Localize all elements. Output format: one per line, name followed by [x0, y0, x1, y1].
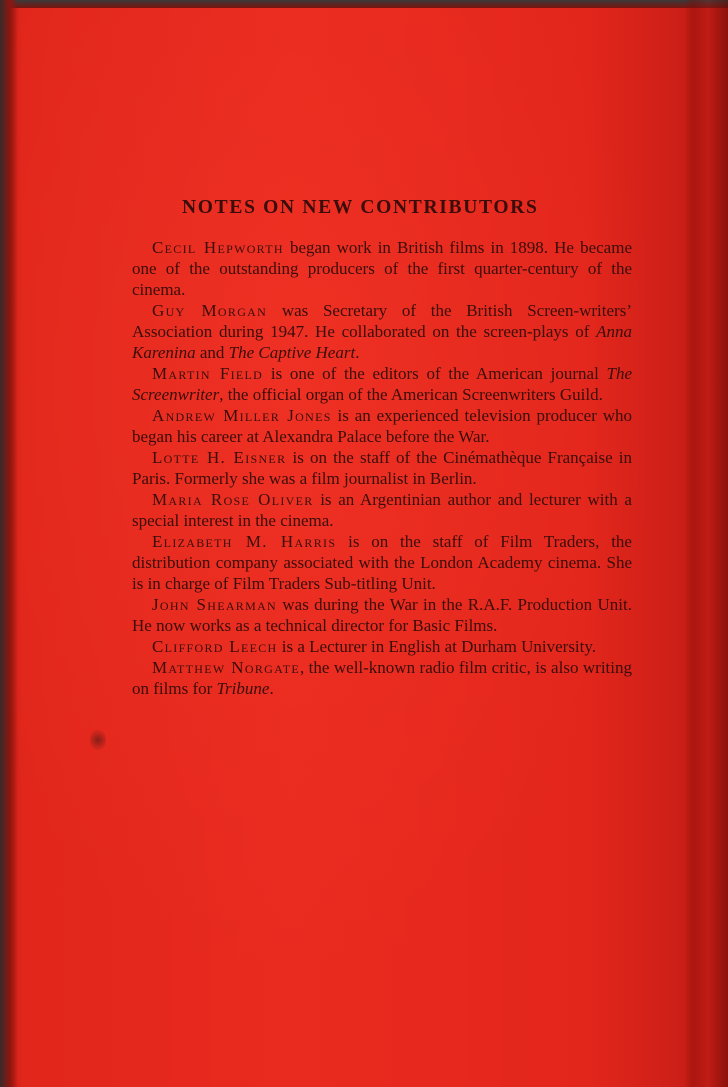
contributor-name: Martin Field	[152, 364, 264, 383]
contributor-bio: is an experienced television producer who began his career at Alexandra Palace before the War.	[132, 406, 632, 446]
contributor-entry-jones	[132, 405, 632, 447]
contributor-bio-cont: and	[195, 343, 229, 362]
cover-spine-crease	[684, 0, 728, 1087]
contributor-entry-hepworth	[132, 237, 632, 300]
contributor-bio: is on the staff of Film Traders, the distribution company associated with the London Academy cinema. She is in charge of Film Traders Sub-titling Unit.	[132, 532, 632, 593]
contributor-entry-morgan	[132, 300, 632, 363]
contributor-entry-oliver	[132, 489, 632, 531]
contributor-bio: is on the staff of the Cinémathèque Française in Paris. Formerly she was a film journalist in Berlin.	[132, 448, 632, 488]
contributor-bio: was Secretary of the British Screen-writers’ Association during 1947. He collaborated on the screen-plays of	[132, 301, 632, 341]
contributor-bio: began work in British films in 1898. He became one of the outstanding producers of the first quarter-century of the cinema.	[132, 238, 632, 299]
contributor-name: Cecil Hepworth	[152, 238, 284, 257]
contributor-name: Clifford Leech	[152, 637, 278, 656]
contributor-entry-field	[132, 363, 632, 405]
contributor-name: Guy Morgan	[152, 301, 268, 320]
ink-blot	[90, 730, 106, 750]
contributor-bio-end: .	[355, 343, 360, 362]
contributor-entry-norgate	[132, 657, 632, 699]
film-title: Anna Karenina	[132, 322, 632, 362]
publication-title: Tribune	[216, 679, 270, 698]
contributor-bio: is a Lecturer in English at Durham University.	[277, 637, 597, 656]
contributor-name: Elizabeth M. Harris	[152, 532, 337, 551]
contributor-name: John Shearman	[152, 595, 278, 614]
contributor-entry-leech	[132, 636, 632, 657]
contributor-name: Maria Rose Oliver	[152, 490, 314, 509]
cover-top-edge	[0, 0, 728, 8]
contributor-name: Lotte H. Eisner	[152, 448, 287, 467]
contributor-bio: is an Argentinian author and lecturer with a special interest in the cinema.	[132, 490, 632, 530]
contributor-bio: is one of the editors of the American journal	[263, 364, 607, 383]
contributor-name: Andrew Miller Jones	[152, 406, 332, 425]
contributor-bio-end: , the official organ of the American Screenwriters Guild.	[219, 385, 603, 404]
contributor-entry-shearman	[132, 594, 632, 636]
contributor-bio-end: .	[269, 679, 274, 698]
contributor-name: Matthew Norgate	[152, 658, 300, 677]
journal-title: The Screenwriter	[132, 364, 633, 404]
section-heading: NOTES ON NEW CONTRIBUTORS	[182, 197, 539, 218]
contributor-list	[132, 237, 632, 699]
contributor-bio: , the well-known radio film critic, is also writing on films for	[132, 658, 632, 698]
contributor-bio: was during the War in the R.A.F. Production Unit. He now works as a technical director for Basic Films.	[132, 595, 632, 635]
contributor-entry-eisner	[132, 447, 632, 489]
cover-left-edge	[0, 0, 18, 1087]
contributor-entry-harris	[132, 531, 632, 594]
film-title: The Captive Heart	[228, 343, 356, 362]
